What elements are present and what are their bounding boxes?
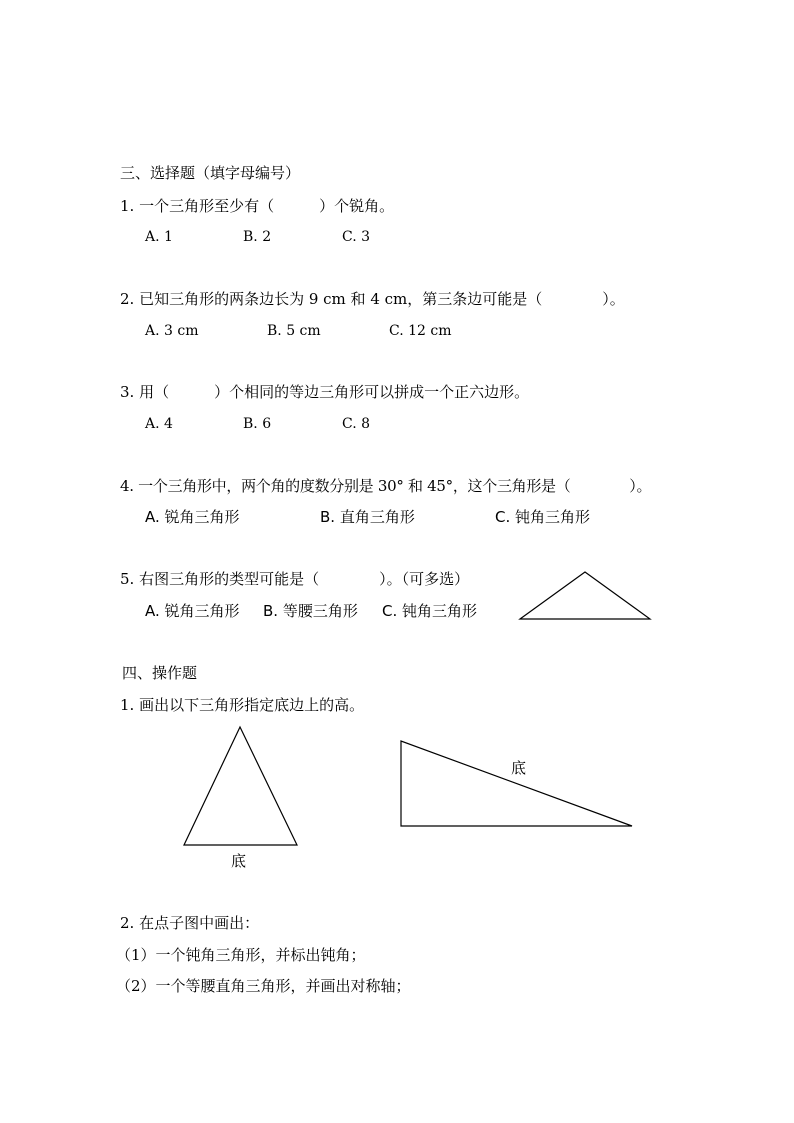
right-triangle-base-label: 底 <box>511 759 527 777</box>
question-2-option-c: C. 12 cm <box>389 323 452 339</box>
question-3-option-a: A. 4 <box>145 416 173 432</box>
question-1-stem: 1. 一个三角形至少有（ ）个锐角。 <box>120 197 395 215</box>
question-5-option-b: B. 等腰三角形 <box>263 602 358 620</box>
right-triangle-figure <box>400 740 634 828</box>
operation-question-2-stem: 2. 在点子图中画出： <box>120 914 260 932</box>
obtuse-isosceles-triangle-figure <box>519 571 652 621</box>
question-1-option-b: B. 2 <box>243 229 272 245</box>
question-2-option-b: B. 5 cm <box>267 323 321 339</box>
question-5-stem: 5. 右图三角形的类型可能是（ ）。（可多选） <box>120 570 470 588</box>
question-4-option-a: A. 锐角三角形 <box>145 508 240 526</box>
question-4-option-c: C. 钝角三角形 <box>495 508 591 526</box>
question-3-stem: 3. 用（ ）个相同的等边三角形可以拼成一个正六边形。 <box>120 383 530 401</box>
question-3-option-c: C. 8 <box>342 416 371 432</box>
acute-triangle-figure <box>183 726 299 847</box>
operation-question-2-item-2: （2）一个等腰直角三角形，并画出对称轴； <box>116 977 411 995</box>
question-1-option-a: A. 1 <box>145 229 173 245</box>
question-5-option-a: A. 锐角三角形 <box>145 602 240 620</box>
left-triangle-base-label: 底 <box>231 852 247 870</box>
question-1-option-c: C. 3 <box>342 229 371 245</box>
question-4-stem: 4. 一个三角形中，两个角的度数分别是 30° 和 45°，这个三角形是（ ）。 <box>120 477 652 495</box>
question-2-stem: 2. 已知三角形的两条边长为 9 cm 和 4 cm，第三条边可能是（ ）。 <box>120 290 625 308</box>
section-3-heading: 三、选择题（填字母编号） <box>120 164 301 182</box>
operation-question-1-stem: 1. 画出以下三角形指定底边上的高。 <box>120 696 365 714</box>
question-3-option-b: B. 6 <box>243 416 272 432</box>
operation-question-2-item-1: （1）一个钝角三角形，并标出钝角； <box>116 946 366 964</box>
section-4-heading: 四、操作题 <box>122 664 198 682</box>
question-4-option-b: B. 直角三角形 <box>320 508 415 526</box>
question-2-option-a: A. 3 cm <box>145 323 199 339</box>
question-5-option-c: C. 钝角三角形 <box>382 602 478 620</box>
